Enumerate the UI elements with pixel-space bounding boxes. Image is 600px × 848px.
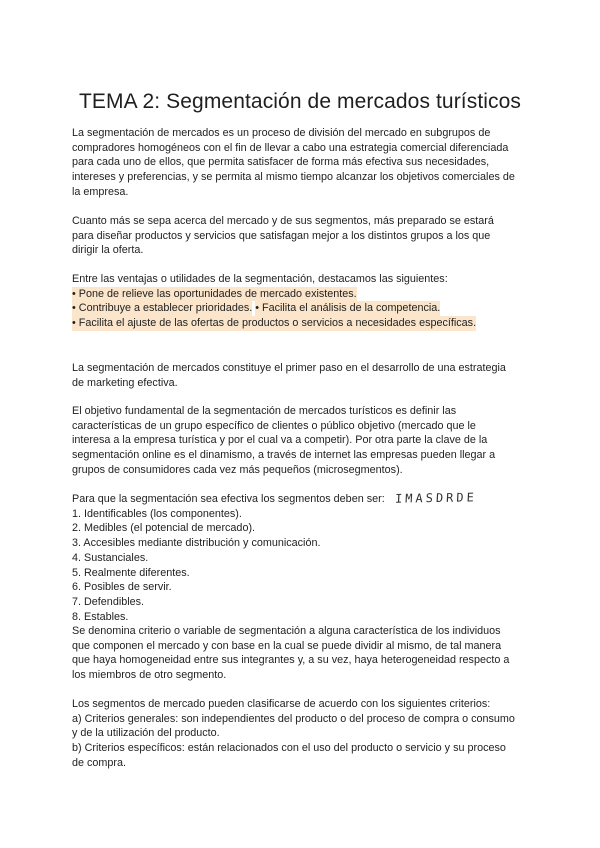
list-item: • Contribuye a establecer prioridades.	[72, 302, 253, 315]
text-line: de marketing efectiva.	[72, 376, 178, 389]
list-item: 8. Estables.	[72, 610, 129, 623]
paragraph-requirements	[72, 491, 534, 624]
text-line: segmentación online es el dinamismo, a través de internet las empresas pueden llegar a	[72, 449, 496, 462]
text-line: La segmentación de mercados constituye el primer paso en el desarrollo de una estrategia	[72, 362, 506, 374]
text-line: que haya homogeneidad entre sus integrantes y, a su vez, haya heterogeneidad respecto a	[72, 654, 510, 667]
text-line: dirigir la oferta.	[72, 244, 144, 257]
text-line: intereses y preferencias, y se permita al mismo tiempo alcanzar los objetivos comerciales de	[72, 171, 515, 184]
paragraph-criterion	[72, 624, 534, 683]
list-item: • Facilita el ajuste de las ofertas de productos o servicios a necesidades específicas.	[72, 317, 477, 330]
paragraph-first-step	[72, 361, 534, 390]
text-line: La segmentación de mercados es un proceso de división del mercado en subgrupos de	[72, 127, 491, 139]
text-line: y de la utilización del producto.	[72, 727, 220, 740]
text-line: compradores homogéneos con el fin de llevar a cabo una estrategia comercial diferenciada	[72, 141, 509, 154]
handwritten-note: IMASDRDE	[394, 490, 477, 506]
list-item: 4. Sustanciales.	[72, 551, 149, 564]
paragraph-classification	[72, 697, 534, 771]
list-item: 2. Medibles (el potencial de mercado).	[72, 522, 256, 535]
text-line: la empresa.	[72, 185, 129, 198]
text-line: Los segmentos de mercado pueden clasificarse de acuerdo con los siguientes criterios:	[72, 698, 491, 710]
paragraph-knowledge	[72, 214, 534, 258]
text-line: que componen el mercado y con base en la cual se puede dividir al mismo, de tal manera	[72, 639, 502, 652]
text-line: El objetivo fundamental de la segmentación de mercados turísticos es definir las	[72, 405, 457, 417]
page-title: TEMA 2: Segmentación de mercados turísticos	[79, 90, 521, 113]
requirements-intro: Para que la segmentación sea efectiva los segmentos deben ser:	[72, 493, 385, 505]
text-line	[72, 491, 534, 507]
text-line: a) Criterios generales: son independientes del producto o del proceso de compra o consumo	[72, 712, 515, 725]
text-line: los miembros de otro segmento.	[72, 669, 227, 682]
paragraph-advantages	[72, 272, 534, 331]
text-line: características de un grupo específico de clientes o público objetivo (mercado que le	[72, 419, 476, 432]
list-item: 3. Accesibles mediante distribución y comunicación.	[72, 537, 321, 550]
paragraph-definition	[72, 126, 534, 200]
list-item: 1. Identificables (los componentes).	[72, 507, 242, 520]
text-line: de compra.	[72, 756, 127, 769]
list-item: 6. Posibles de servir.	[72, 581, 172, 594]
list-item: 7. Defendibles.	[72, 595, 145, 608]
text-line: b) Criterios específicos: están relacionados con el uso del producto o servicio y su proceso	[72, 742, 506, 755]
list-item: • Pone de relieve las oportunidades de mercado existentes.	[72, 287, 357, 300]
text-line: grupos de consumidores cada vez más pequeños (microsegmentos).	[72, 463, 403, 476]
text-line: Entre las ventajas o utilidades de la segmentación, destacamos las siguientes:	[72, 273, 448, 285]
text-line: interesa a la empresa turística y por el cual va a competir). Por otra parte la clave de la	[72, 434, 488, 447]
text-line: Cuanto más se sepa acerca del mercado y de sus segmentos, más preparado se estará	[72, 215, 494, 227]
text-line: para cada uno de ellos, que permita satisfacer de forma más efectiva sus necesidades,	[72, 156, 490, 169]
paragraph-objective	[72, 404, 534, 478]
text-line: para diseñar productos y servicios que satisfagan mejor a los distintos grupos a los que	[72, 229, 491, 242]
list-item: • Facilita el análisis de la competencia.	[255, 302, 441, 315]
text-line: Se denomina criterio o variable de segmentación a alguna característica de los individuos	[72, 625, 501, 637]
list-item: 5. Realmente diferentes.	[72, 566, 190, 579]
